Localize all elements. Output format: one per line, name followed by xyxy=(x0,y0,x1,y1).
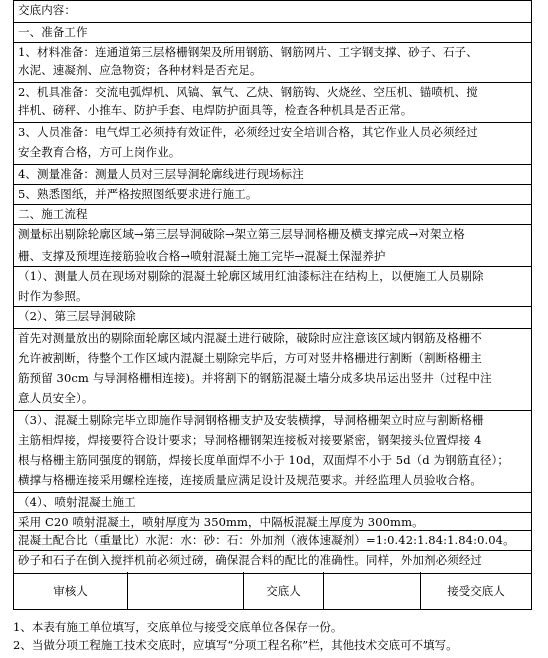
content-line: 首先对测量放出的剔除面轮廓区域内混凝土进行破除，破除时应注意该区域内钢筋及格栅不 xyxy=(18,331,482,345)
content-line: 4、测量准备：测量人员对三层导洞轮廓线进行现场标注 xyxy=(18,167,304,181)
content-line: 1、材料准备：连通道第三层格栅钢架及所用钢筋、钢筋网片、工字钢支撑、砂子、石子、 xyxy=(18,45,478,59)
content-line: 交底内容： xyxy=(18,3,76,17)
content-line: 5、熟悉图纸，并严格按照图纸要求进行施工。 xyxy=(18,187,258,201)
footnote-2: 2、当做分项工程施工技术交底时，应填写“分项工程名称”栏，其他技术交底可不填写。 xyxy=(13,638,458,652)
content-line: 一、准备工作 xyxy=(18,25,88,39)
reviewer-label: 审核人 xyxy=(53,583,88,598)
content-line: 允许被割断，待整个工作区域内混凝土剔除完毕后，方可对竖井格栅进行割断（割断格栅主 xyxy=(18,351,482,365)
content-line: 2、机具准备：交流电弧焊机、风镐、氧气、乙炔、钢筋钩、火烧丝、空压机、锚喷机、搅 xyxy=(18,85,478,99)
row-separator xyxy=(14,512,531,513)
row-separator xyxy=(14,492,531,493)
content-line: 混凝土配合比（重量比）水泥：水：砂：石：外加剂（液体速凝剂）=1:0.42:1.84:1.84:0.04。 xyxy=(18,533,515,547)
row-separator xyxy=(14,22,531,23)
row-separator xyxy=(14,410,531,411)
content-line: 意人员安全）。 xyxy=(18,391,94,405)
row-separator xyxy=(14,122,531,123)
content-line: 筋预留 30cm 与导洞格栅相连接)。并将割下的钢筋混凝土墙分成多块吊运出竖井（过程中注 xyxy=(18,371,492,385)
content-line: 根与格栅主筋同强度的钢筋，焊接长度单面焊不小于 10d，双面焊不小于 5d（d 为钢筋直径）； xyxy=(18,453,509,467)
content-line: 测量标出剔除轮廓区域→第三层导洞破除→架立第三层导洞格栅及横支撑完成→对架立格 xyxy=(18,227,465,241)
row-separator xyxy=(14,530,531,531)
disclosure-content xyxy=(13,0,532,574)
content-line: 二、施工流程 xyxy=(18,207,88,221)
row-separator xyxy=(14,42,531,43)
content-line: 水泥、速凝剂、应急物资；各种材料是否充足。 xyxy=(18,63,262,77)
row-separator xyxy=(14,328,531,329)
content-line: 3、人员准备：电气焊工必须持有效证件，必须经过安全培训合格，其它作业人员必须经过 xyxy=(18,125,478,139)
content-line: （1）、测量人员在现场对剔除的混凝土轮廓区域用红油漆标注在结构上，以便施工人员剔除 xyxy=(18,269,484,283)
presenter-signature-field[interactable] xyxy=(324,572,420,609)
content-line: （4）、喷射混凝土施工 xyxy=(18,495,136,509)
row-separator xyxy=(14,550,531,551)
presenter-label: 交底人 xyxy=(266,583,301,598)
content-line: 栅、支撑及预埋连接筋验收合格→喷射混凝土施工完毕→混凝土保湿养护 xyxy=(18,249,386,263)
content-line: 安全教育合格，方可上岗作业。 xyxy=(18,145,181,159)
content-line: 横撑与格栅连接采用螺栓连接，连接质量应满足设计及规范要求。并经监理人员验收合格。 xyxy=(18,473,482,487)
content-line: 时作为参照。 xyxy=(18,289,88,303)
row-separator xyxy=(14,164,531,165)
row-separator xyxy=(14,204,531,205)
row-separator xyxy=(14,224,531,225)
row-separator xyxy=(14,306,531,307)
content-line: 拌机、磅秤、小推车、防护手套、电焊防护面具等，检查各种机具是否正常。 xyxy=(18,103,413,117)
signature-row xyxy=(13,572,532,610)
row-separator xyxy=(14,266,531,267)
receiver-label: 接受交底人 xyxy=(447,583,505,598)
reviewer-signature-field[interactable] xyxy=(128,572,243,609)
content-line: （2）、第三层导洞破除 xyxy=(18,309,136,323)
content-line: 主筋相焊接，焊接要符合设计要求；导洞格栅钢架连接板对接要紧密，钢架接头位置焊接 4 xyxy=(18,433,482,447)
content-line: 砂子和石子在倒入搅拌机前必须过磅，确保混合料的配比的准确性。同样，外加剂必须经过 xyxy=(18,553,482,567)
footnote-1: 1、本表有施工单位填写，交底单位与接受交底单位各保存一份。 xyxy=(13,620,343,634)
row-separator xyxy=(14,184,531,185)
content-line: 采用 C20 喷射混凝土，喷射厚度为 350mm，中隔板混凝土厚度为 300mm。 xyxy=(18,515,424,529)
row-separator xyxy=(14,82,531,83)
content-line: （3）、混凝土剔除完毕立即施作导洞钢格栅支护及安装横撑，导洞格栅架立时应与割断格栅 xyxy=(18,413,484,427)
